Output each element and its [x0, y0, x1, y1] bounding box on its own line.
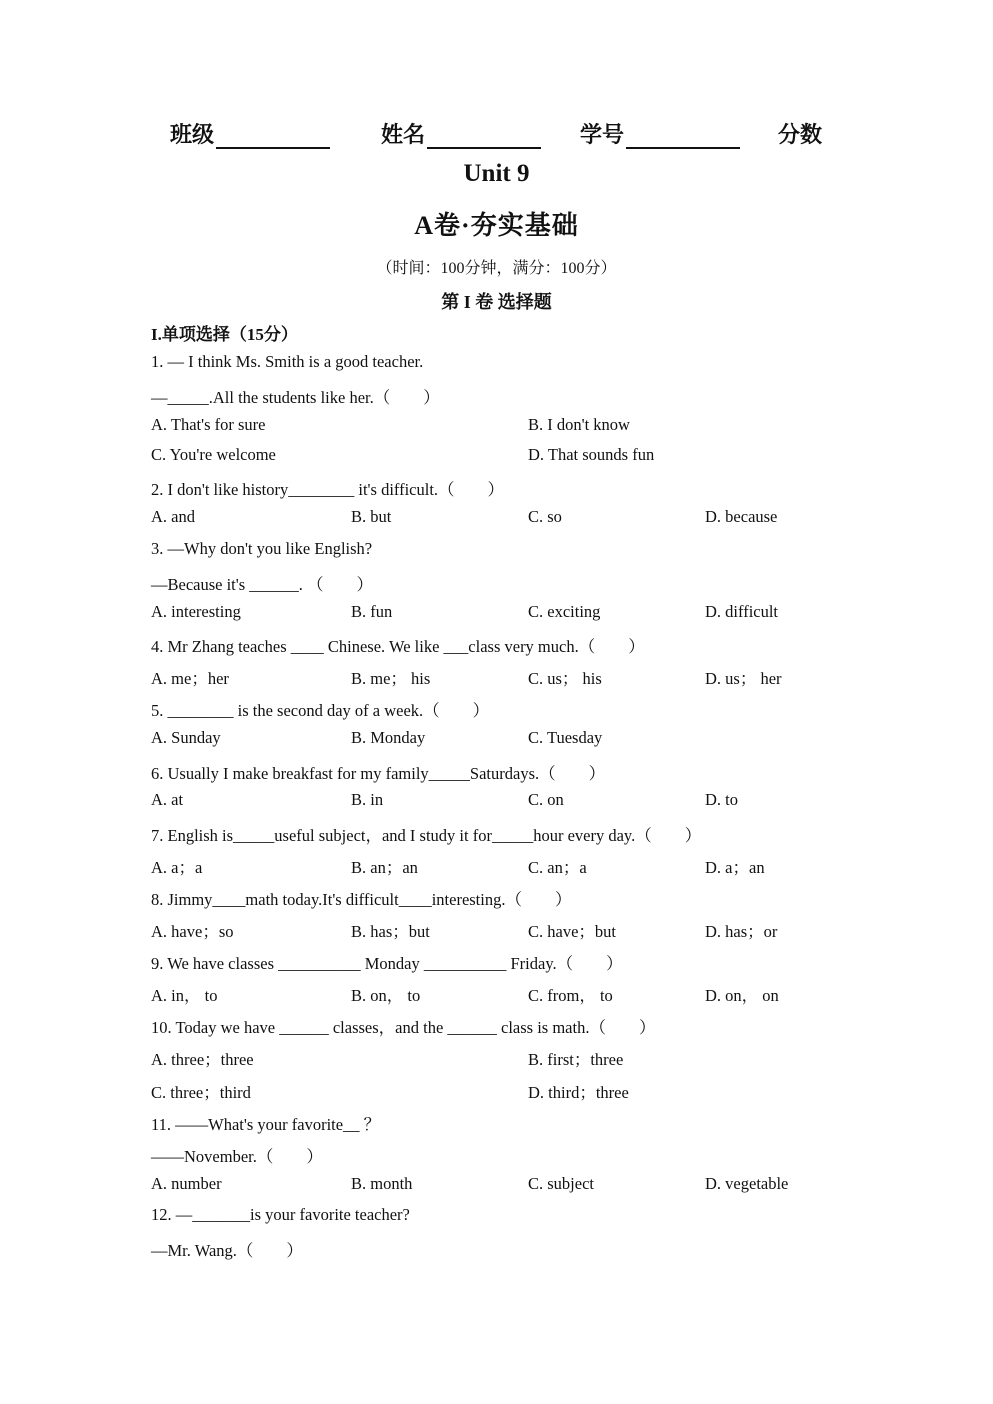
student-info-header [0, 118, 993, 152]
question-8-option-a: A. have；so [151, 922, 234, 941]
question-7-option-c: C. an；a [528, 858, 587, 877]
question-7-option-d: D. a；an [705, 858, 765, 877]
volume-title: 第 I 卷 选择题 [441, 292, 552, 312]
question-7-stem: 7. English is_____useful subject，and I study it for_____hour every day.（ ） [151, 826, 702, 845]
id-label: 学号 [580, 122, 625, 147]
name-field [381, 118, 541, 149]
question-4-option-c: C. us； his [528, 669, 602, 688]
question-6-option-c: C. on [528, 790, 564, 809]
class-blank [216, 121, 330, 149]
id-blank [626, 121, 740, 149]
question-2-stem: 2. I don't like history________ it's difficult.（ ） [151, 480, 505, 499]
question-8-stem: 8. Jimmy____math today.It's difficult____interesting.（ ） [151, 890, 572, 909]
question-1-stem: 1. — I think Ms. Smith is a good teacher. [151, 352, 424, 371]
question-5-option-c: C. Tuesday [528, 728, 603, 747]
class-field [170, 118, 330, 149]
question-9-option-d: D. on， on [705, 986, 779, 1005]
question-4-option-a: A. me；her [151, 669, 229, 688]
unit-title: Unit 9 [463, 160, 530, 187]
name-label: 姓名 [381, 122, 426, 147]
question-5-stem: 5. ________ is the second day of a week.（ ） [151, 701, 490, 720]
question-11-option-d: D. vegetable [705, 1174, 789, 1193]
question-1-response: —_____.All the students like her.（ ） [151, 388, 440, 407]
question-3-stem: 3. —Why don't you like English? [151, 539, 373, 558]
question-6-option-b: B. in [351, 790, 384, 809]
question-11-stem: 11. ——What's your favorite__ ？ [151, 1115, 381, 1134]
question-10-option-d: D. third；three [528, 1083, 629, 1102]
question-6-stem: 6. Usually I make breakfast for my family_____Saturdays.（ ） [151, 764, 606, 783]
question-4-stem: 4. Mr Zhang teaches ____ Chinese. We like ___class very much.（ ） [151, 637, 645, 656]
question-6-option-d: D. to [705, 790, 738, 809]
question-11-option-a: A. number [151, 1174, 222, 1193]
question-2-option-b: B. but [351, 507, 392, 526]
question-3-option-b: B. fun [351, 602, 393, 621]
question-9-option-a: A. in， to [151, 986, 218, 1005]
question-8-option-d: D. has；or [705, 922, 778, 941]
question-2-option-d: D. because [705, 507, 778, 526]
question-9-option-b: B. on， to [351, 986, 421, 1005]
question-3-option-c: C. exciting [528, 602, 601, 621]
question-6-option-a: A. at [151, 790, 184, 809]
question-5-option-a: A. Sunday [151, 728, 221, 747]
question-10-option-c: C. three；third [151, 1083, 251, 1102]
question-11-option-c: C. subject [528, 1174, 594, 1193]
question-3-option-d: D. difficult [705, 602, 779, 621]
section-heading: I.单项选择（15分） [151, 325, 298, 344]
question-10-stem: 10. Today we have ______ classes，and the ______ class is math.（ ） [151, 1018, 656, 1037]
question-11-option-b: B. month [351, 1174, 413, 1193]
question-1-option-c: C. You're welcome [151, 445, 276, 464]
id-field [580, 118, 740, 149]
score-field [778, 118, 822, 149]
question-7-option-b: B. an；an [351, 858, 418, 877]
question-2-option-a: A. and [151, 507, 195, 526]
question-9-stem: 9. We have classes __________ Monday __________ Friday.（ ） [151, 954, 623, 973]
question-4-option-b: B. me； his [351, 669, 431, 688]
question-3-option-a: A. interesting [151, 602, 241, 621]
question-8-option-b: B. has；but [351, 922, 430, 941]
question-9-option-c: C. from， to [528, 986, 613, 1005]
question-3-response: —Because it's ______. （ ） [151, 575, 374, 594]
question-12-stem: 12. —_______is your favorite teacher? [151, 1205, 410, 1224]
question-4-option-d: D. us； her [705, 669, 782, 688]
question-1-option-a: A. That's for sure [151, 415, 266, 434]
class-label: 班级 [170, 122, 215, 147]
question-2-option-c: C. so [528, 507, 562, 526]
question-8-option-c: C. have；but [528, 922, 616, 941]
question-7-option-a: A. a；a [151, 858, 203, 877]
question-10-option-b: B. first；three [528, 1050, 624, 1069]
paper-subtitle: A卷·夯实基础 [414, 211, 579, 240]
name-blank [427, 121, 541, 149]
question-5-option-b: B. Monday [351, 728, 426, 747]
question-1-option-b: B. I don't know [528, 415, 630, 434]
question-12-response: —Mr. Wang.（ ） [151, 1241, 303, 1260]
score-label: 分数 [778, 122, 823, 147]
question-1-option-d: D. That sounds fun [528, 445, 655, 464]
question-11-response: ——November.（ ） [151, 1147, 323, 1166]
exam-time-score: （时间：100分钟，满分：100分） [376, 260, 617, 277]
question-10-option-a: A. three；three [151, 1050, 254, 1069]
